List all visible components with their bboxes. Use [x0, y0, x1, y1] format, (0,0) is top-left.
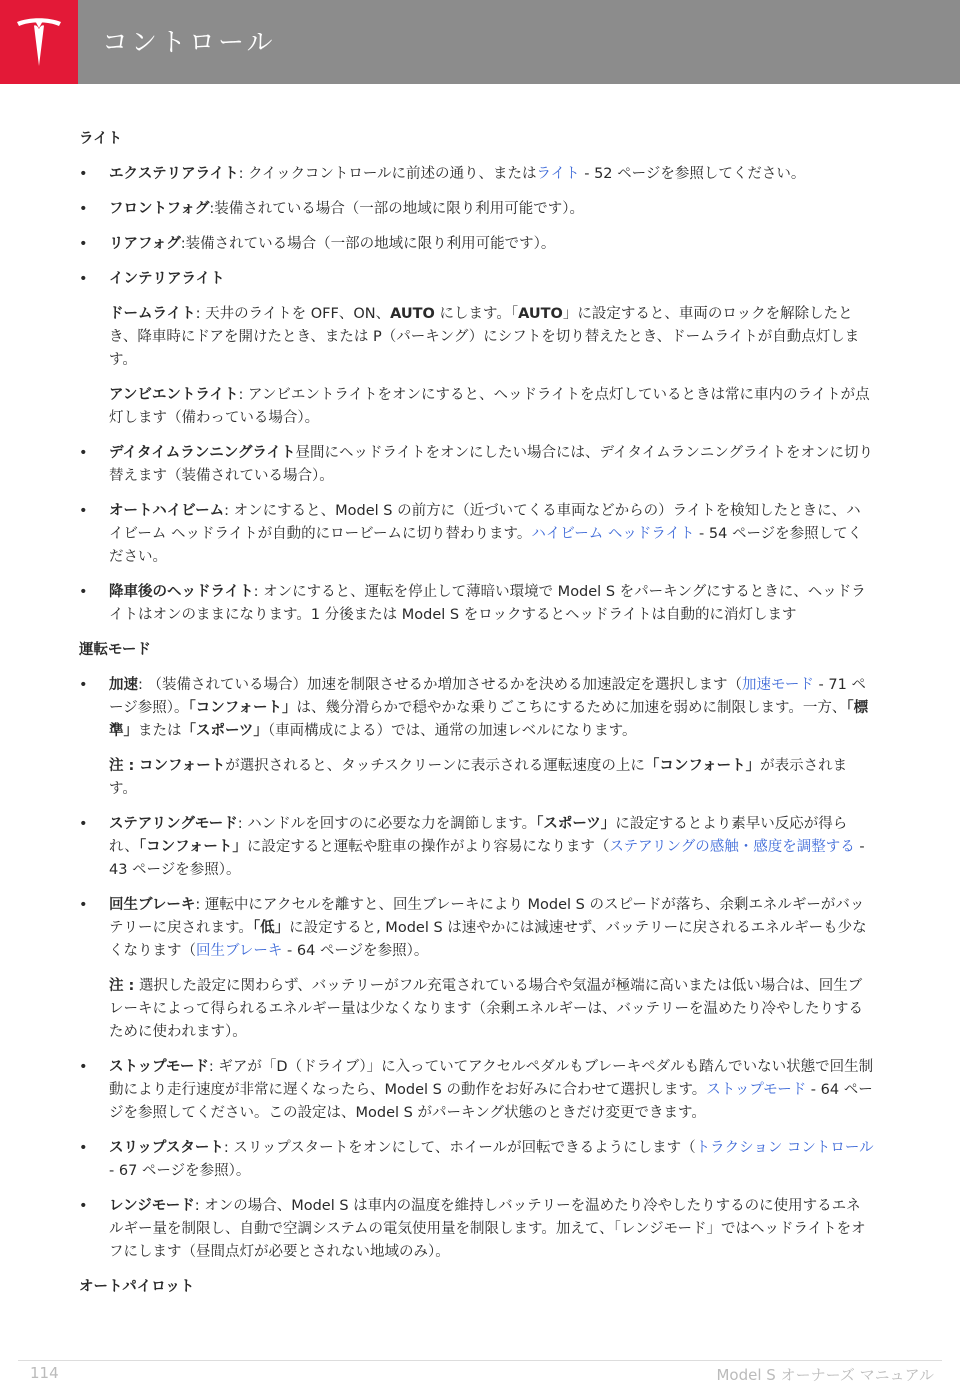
list-item-stop-mode: • ストップモード: ギアが「D（ドライブ）」に入っていてアクセルペダルもブレーキペダルも踏んでいない状態で回生制動により走行速度が非常に遅くなったら、Model S の動作をお好みに合わせて選択します。ストップモード - 64 ページを参照してください。この設定は、Model S がパーキング状態のときだけ変更できます。 — [79, 1056, 874, 1125]
bullet: • — [79, 1198, 88, 1214]
list-item-front-fog: • フロントフォグ:装備されている場合（一部の地域に限り利用可能です）。 — [79, 198, 874, 221]
page-header — [0, 0, 960, 84]
list-item-daytime-running-lights: • デイタイムランニングライト昼間にヘッドライトをオンにしたい場合には、デイタイムランニングライトをオンに切り替えます（装備されている場合）。 — [79, 442, 874, 488]
sub-item-label: ドームライト — [109, 306, 196, 322]
footer-divider — [18, 1360, 942, 1361]
item-label: ステアリングモード — [109, 816, 238, 832]
list-item-headlights-after-exit: • 降車後のヘッドライト: オンにすると、運転を停止して薄暗い環境で Model S をパーキングにするときに、ヘッドライトはオンのままになります。1 分後または Model S をロックするとヘッドライトは自動的に消灯します — [79, 581, 874, 627]
item-label: オートハイビーム — [109, 503, 225, 519]
link-stop-mode[interactable]: ストップモード — [706, 1082, 807, 1098]
link-regenerative-braking[interactable]: 回生ブレーキ — [196, 943, 283, 959]
link-acceleration-mode[interactable]: 加速モード — [742, 677, 814, 693]
item-label: 加速 — [109, 677, 138, 693]
list-item-auto-high-beam: • オートハイビーム: オンにすると、Model S の前方に（近づいてくる車両などからの）ライトを検知したときに、ハイビーム ヘッドライトが自動的にロービームに切り替わります。ハイビーム ヘッドライト - 54 ページを参照してください。 — [79, 500, 874, 569]
sub-item-label: アンビエントライト — [109, 387, 239, 403]
bullet: • — [79, 1059, 88, 1075]
note-label: 注 : — [109, 758, 135, 774]
link-high-beam-headlights[interactable]: ハイビーム ヘッドライト — [531, 526, 695, 542]
bullet: • — [79, 503, 88, 519]
list-item-exterior-lights: • エクステリアライト: クイックコントロールに前述の通り、またはライト - 52 ページを参照してください。 — [79, 163, 874, 186]
bullet: • — [79, 677, 88, 693]
list-item-regenerative-braking: • 回生ブレーキ: 運転中にアクセルを離すと、回生ブレーキにより Model S のスピードが落ち、余剰エネルギーがバッテリーに戻されます。「低」に設定すると, Model S は速やかには減速せず、バッテリーに戻されるエネルギーも少なくなります（回生ブレーキ - 64 ページを参照）。 — [79, 894, 874, 963]
link-traction-control[interactable]: トラクション コントロール — [695, 1140, 874, 1156]
item-label: リアフォグ — [109, 236, 181, 252]
item-label: レンジモード — [109, 1198, 195, 1214]
item-label: エクステリアライト — [109, 166, 239, 182]
item-label: フロントフォグ — [109, 201, 210, 217]
bullet: • — [79, 1140, 88, 1156]
note-acceleration: 注 : コンフォートが選択されると、タッチスクリーンに表示される運転速度の上に「コンフォート」が表示されます。 — [109, 758, 848, 797]
sub-item-ambient-lights: アンビエントライト: アンビエントライトをオンにすると、ヘッドライトを点灯しているときは常に車内のライトが点灯します（備わっている場合）。 — [109, 387, 870, 426]
link-steering-adjust[interactable]: ステアリングの感触・感度を調整する — [609, 839, 855, 855]
bullet: • — [79, 201, 88, 217]
bullet: • — [79, 236, 88, 252]
tesla-logo — [0, 0, 78, 84]
section-heading-autopilot: オートパイロット — [79, 1279, 195, 1295]
bullet: • — [79, 897, 88, 913]
list-item-slip-start: • スリップスタート: スリップスタートをオンにして、ホイールが回転できるようにします（トラクション コントロール - 67 ページを参照）。 — [79, 1137, 874, 1183]
list-item-rear-fog: • リアフォグ:装備されている場合（一部の地域に限り利用可能です）。 — [79, 233, 874, 256]
sub-item-dome-lights: ドームライト: 天井のライトを OFF、ON、AUTO にします。「AUTO」に設定すると、車両のロックを解除したとき、降車時にドアを開けたとき、または P（パーキング）にシフトを切り替えたとき、ドームライトが自動点灯します。 — [109, 306, 860, 368]
section-heading-driving-modes: 運転モード — [79, 642, 151, 658]
item-label: スリップスタート — [109, 1140, 224, 1156]
item-label: インテリアライト — [109, 271, 225, 287]
list-item-steering-mode: • ステアリングモード: ハンドルを回すのに必要な力を調節します。「スポーツ」に設定するとより素早い反応が得られ、「コンフォート」に設定すると運転や駐車の操作がより容易になります（ステアリングの感触・感度を調整する - 43 ページを参照）。 — [79, 813, 874, 882]
page-content — [79, 128, 874, 1311]
bullet: • — [79, 816, 88, 832]
bullet: • — [79, 584, 88, 600]
bullet: • — [79, 445, 88, 461]
item-label: 降車後のヘッドライト — [109, 584, 254, 600]
list-item-range-mode: • レンジモード: オンの場合、Model S は車内の温度を維持しバッテリーを温めたり冷やしたりするのに使用するエネルギー量を制限し、自動で空調システムの電気使用量を制限します。加えて、「レンジモード」ではヘッドライトをオフにします（昼間点灯が必要とされない地域のみ）。 — [79, 1195, 874, 1264]
item-label: 回生ブレーキ — [109, 897, 196, 913]
item-label: ストップモード — [109, 1059, 209, 1075]
tesla-logo-icon — [15, 16, 63, 68]
page-title: コントロール — [102, 28, 276, 58]
note-label: 注 : — [109, 978, 135, 994]
link-lights[interactable]: ライト — [536, 166, 580, 182]
footer-title: Model S オーナーズ マニュアル — [716, 1366, 934, 1384]
list-item-acceleration: • 加速: （装備されている場合）加速を制限させるか増加させるかを決める加速設定を選択します（加速モード - 71 ページ参照）。「コンフォート」は、幾分滑らかで穏やかな乗りごこちにするために加速を弱めに制限します。一方、「標準」または「スポーツ」（車両構成による）では、通常の加速レベルになります。 — [79, 674, 874, 743]
bullet: • — [79, 271, 88, 287]
page-number: 114 — [30, 1364, 59, 1382]
note-regenerative-braking: 注 : 選択した設定に関わらず、バッテリーがフル充電されている場合や気温が極端に高いまたは低い場合は、回生ブレーキによって得られるエネルギー量は少なくなります（余剰エネルギーは、バッテリーを温めたり冷やしたりするために使われます）。 — [109, 978, 863, 1040]
item-label: デイタイムランニングライト — [109, 445, 296, 461]
bullet: • — [79, 166, 88, 182]
section-heading-lights: ライト — [79, 131, 123, 147]
list-item-interior-lights — [79, 268, 874, 291]
